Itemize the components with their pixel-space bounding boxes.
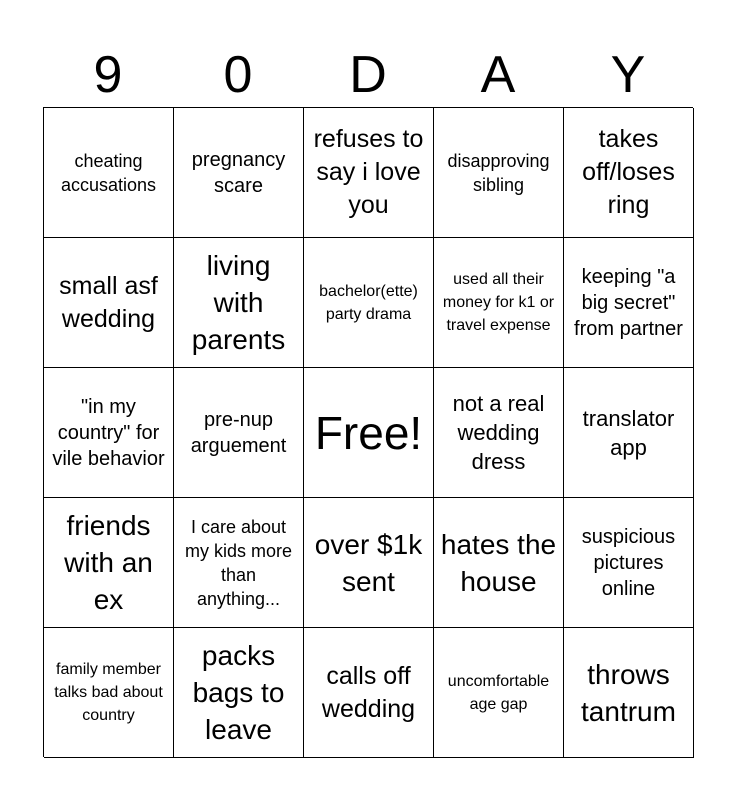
cell-text: friends with an ex: [64, 510, 153, 615]
bingo-cell[interactable]: [304, 498, 434, 628]
bingo-cell[interactable]: [174, 368, 304, 498]
bingo-cell[interactable]: [434, 498, 564, 628]
cell-text: calls off wedding: [321, 661, 416, 723]
cell-text: bachelor(ette) party drama: [319, 282, 418, 323]
cell-text: over $1k sent: [314, 528, 423, 597]
cell-text: packs bags to leave: [192, 640, 285, 745]
free-space-text: Free!: [314, 406, 423, 459]
bingo-cell[interactable]: [434, 238, 564, 368]
bingo-cell[interactable]: [44, 238, 174, 368]
bingo-cell[interactable]: [44, 498, 174, 628]
cell-text: pre-nup arguement: [190, 408, 287, 457]
cell-text: cheating accusations: [60, 150, 157, 195]
header-letter-1: 9: [93, 46, 123, 104]
cell-text: refuses to say i love you: [313, 125, 424, 219]
bingo-cell[interactable]: [434, 368, 564, 498]
bingo-cell[interactable]: [434, 628, 564, 758]
bingo-board: [43, 107, 693, 757]
bingo-cell[interactable]: [304, 108, 434, 238]
cell-text: takes off/loses ring: [582, 125, 675, 219]
header-letter-3: D: [349, 46, 387, 104]
header-letter-5: Y: [610, 46, 646, 104]
free-space-cell[interactable]: [304, 368, 434, 498]
bingo-cell[interactable]: [564, 498, 694, 628]
bingo-cell[interactable]: [174, 108, 304, 238]
cell-text: I care about my kids more than anything...: [184, 516, 292, 609]
cell-text: throws tantrum: [581, 658, 676, 727]
bingo-cell[interactable]: [44, 368, 174, 498]
cell-text: living with parents: [191, 250, 286, 355]
bingo-cell[interactable]: [304, 238, 434, 368]
bingo-cell[interactable]: [564, 368, 694, 498]
cell-text: uncomfortable age gap: [447, 672, 550, 713]
cell-text: suspicious pictures online: [581, 525, 676, 600]
cell-text: hates the house: [440, 528, 557, 597]
bingo-cell[interactable]: [174, 238, 304, 368]
bingo-cell[interactable]: [564, 628, 694, 758]
cell-text: pregnancy scare: [191, 148, 286, 197]
cell-text: translator app: [582, 405, 675, 460]
cell-text: keeping "a big secret" from partner: [574, 265, 683, 340]
bingo-cell[interactable]: [174, 628, 304, 758]
bingo-cell[interactable]: [564, 238, 694, 368]
header-letter-4: A: [480, 46, 516, 104]
bingo-cell[interactable]: [44, 108, 174, 238]
cell-text: used all their money for k1 or travel expense: [442, 271, 555, 334]
bingo-cell[interactable]: [564, 108, 694, 238]
bingo-cell[interactable]: [434, 108, 564, 238]
header-letter-2: 0: [223, 46, 253, 104]
bingo-cell[interactable]: [44, 628, 174, 758]
bingo-header: [43, 44, 693, 106]
bingo-cell[interactable]: [304, 628, 434, 758]
cell-text: family member talks bad about country: [54, 661, 163, 724]
cell-text: "in my country" for vile behavior: [52, 395, 165, 470]
cell-text: small asf wedding: [59, 271, 158, 333]
cell-text: disapproving sibling: [447, 150, 550, 195]
bingo-cell[interactable]: [174, 498, 304, 628]
cell-text: not a real wedding dress: [452, 391, 545, 474]
